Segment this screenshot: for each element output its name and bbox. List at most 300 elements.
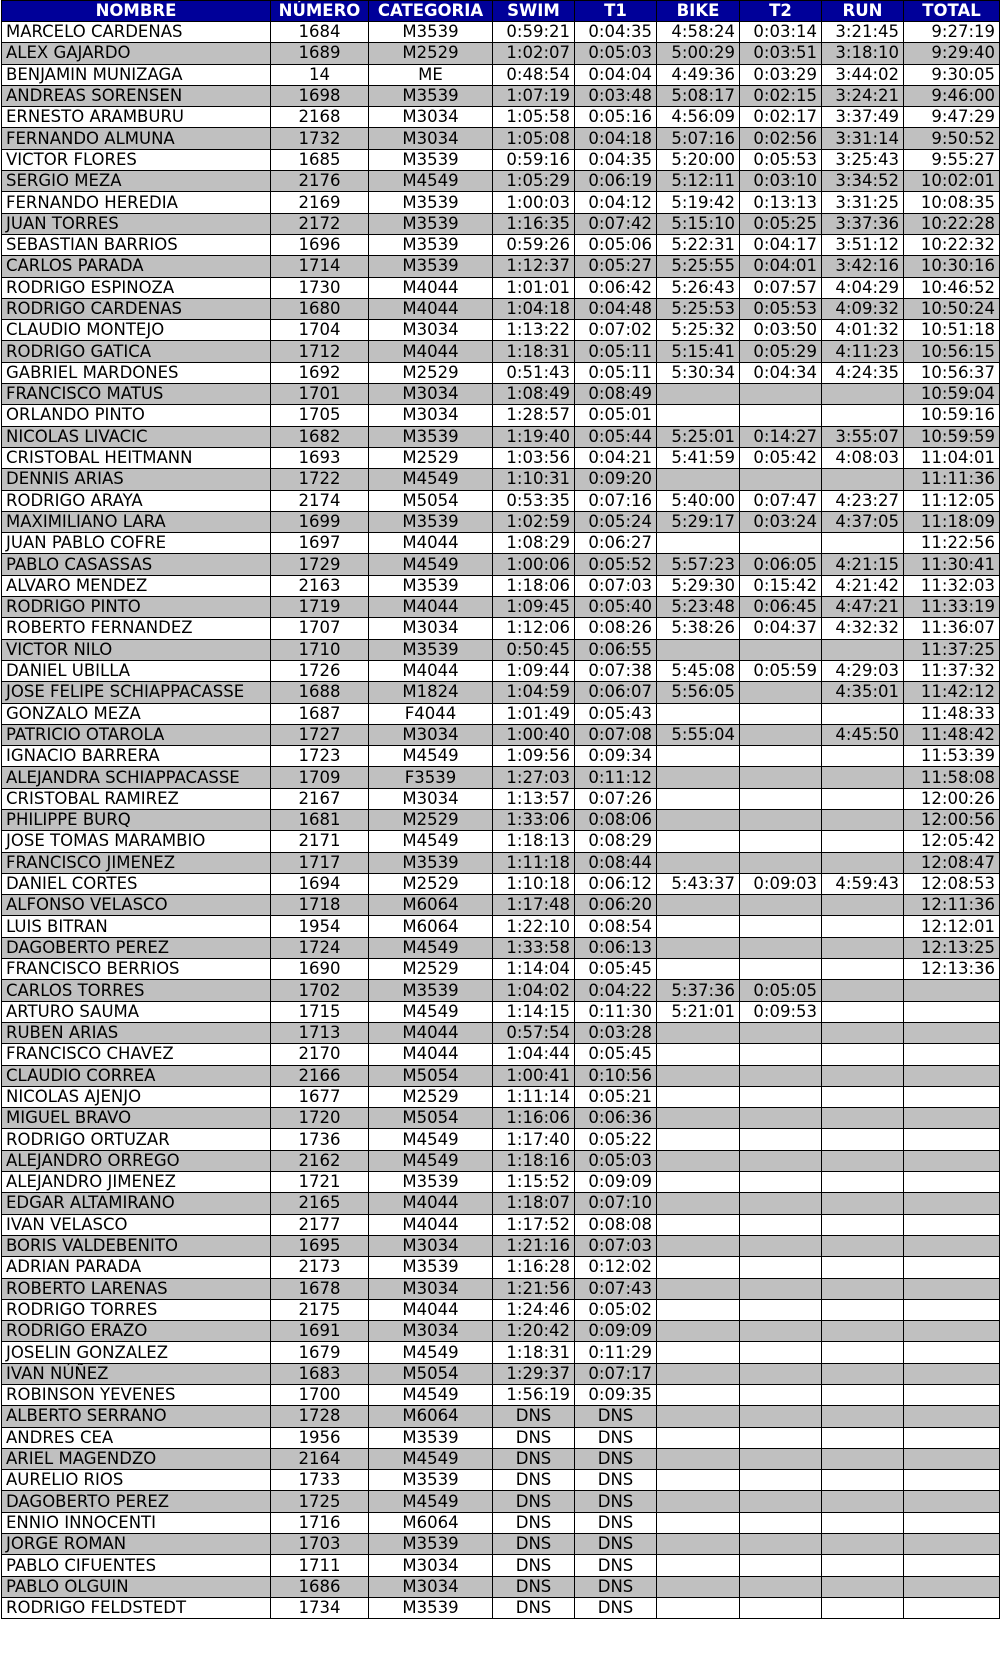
- cell-bike: 5:45:08: [657, 660, 740, 681]
- cell-categoria: M4549: [369, 746, 493, 767]
- table-row: [2, 1555, 1000, 1576]
- header-t2: T2: [740, 1, 822, 22]
- cell-categoria: M3539: [369, 639, 493, 660]
- cell-t2: 0:06:45: [740, 597, 822, 618]
- cell-run: 3:21:45: [822, 22, 904, 43]
- cell-categoria: M4549: [369, 1491, 493, 1512]
- cell-numero: 1728: [271, 1406, 369, 1427]
- cell-categoria: M3539: [369, 149, 493, 170]
- cell-categoria: M4044: [369, 277, 493, 298]
- cell-run: [822, 1342, 904, 1363]
- cell-nombre: ANDREAS SORENSEN: [2, 85, 271, 106]
- cell-t1: 0:09:35: [575, 1385, 657, 1406]
- cell-t1: DNS: [575, 1597, 657, 1618]
- cell-total: 10:51:18: [904, 320, 1000, 341]
- table-row: [2, 1150, 1000, 1171]
- cell-categoria: M3034: [369, 724, 493, 745]
- cell-nombre: CLAUDIO CORREA: [2, 1065, 271, 1086]
- cell-numero: 1725: [271, 1491, 369, 1512]
- cell-t1: 0:08:44: [575, 852, 657, 873]
- cell-t2: [740, 746, 822, 767]
- cell-swim: 1:13:57: [493, 788, 575, 809]
- cell-total: [904, 1597, 1000, 1618]
- cell-nombre: IVAN VELASCO: [2, 1214, 271, 1235]
- cell-total: [904, 1385, 1000, 1406]
- cell-swim: 1:18:13: [493, 831, 575, 852]
- cell-numero: 1682: [271, 426, 369, 447]
- cell-bike: [657, 384, 740, 405]
- cell-t2: 0:05:29: [740, 341, 822, 362]
- cell-categoria: M2529: [369, 809, 493, 830]
- cell-t2: 0:09:03: [740, 873, 822, 894]
- cell-run: [822, 937, 904, 958]
- cell-bike: 4:56:09: [657, 107, 740, 128]
- cell-bike: 5:29:17: [657, 511, 740, 532]
- table-row: [2, 128, 1000, 149]
- cell-nombre: VICTOR NILO: [2, 639, 271, 660]
- cell-total: 11:30:41: [904, 554, 1000, 575]
- cell-nombre: PABLO OLGUIN: [2, 1576, 271, 1597]
- cell-t2: [740, 1385, 822, 1406]
- cell-categoria: M3034: [369, 1555, 493, 1576]
- cell-t2: [740, 1278, 822, 1299]
- table-row: [2, 980, 1000, 1001]
- table-row: [2, 554, 1000, 575]
- cell-nombre: JUAN TORRES: [2, 213, 271, 234]
- cell-bike: 5:22:31: [657, 234, 740, 255]
- table-row: [2, 895, 1000, 916]
- cell-nombre: EDGAR ALTAMIRANO: [2, 1193, 271, 1214]
- cell-nombre: ALVARO MENDEZ: [2, 575, 271, 596]
- cell-nombre: DANIEL UBILLA: [2, 660, 271, 681]
- table-row: [2, 852, 1000, 873]
- cell-t2: [740, 1597, 822, 1618]
- cell-nombre: CRISTOBAL RAMIREZ: [2, 788, 271, 809]
- cell-bike: 5:43:37: [657, 873, 740, 894]
- cell-bike: [657, 1576, 740, 1597]
- cell-nombre: MARCELO CARDENAS: [2, 22, 271, 43]
- cell-t1: 0:06:13: [575, 937, 657, 958]
- cell-swim: 1:04:44: [493, 1044, 575, 1065]
- table-row: [2, 1406, 1000, 1427]
- cell-run: [822, 1363, 904, 1384]
- cell-nombre: CARLOS TORRES: [2, 980, 271, 1001]
- cell-t1: 0:03:48: [575, 85, 657, 106]
- cell-total: [904, 1044, 1000, 1065]
- cell-swim: 1:20:42: [493, 1321, 575, 1342]
- cell-t2: 0:04:37: [740, 618, 822, 639]
- cell-nombre: CRISTOBAL HEITMANN: [2, 447, 271, 468]
- cell-categoria: M4549: [369, 1385, 493, 1406]
- cell-total: [904, 1427, 1000, 1448]
- cell-swim: 1:08:49: [493, 384, 575, 405]
- cell-categoria: M4549: [369, 171, 493, 192]
- cell-total: 12:00:26: [904, 788, 1000, 809]
- cell-categoria: M3539: [369, 213, 493, 234]
- table-row: [2, 788, 1000, 809]
- cell-categoria: M3034: [369, 405, 493, 426]
- cell-t2: 0:07:47: [740, 490, 822, 511]
- cell-swim: 1:04:59: [493, 682, 575, 703]
- cell-bike: [657, 1321, 740, 1342]
- cell-categoria: M2529: [369, 1086, 493, 1107]
- cell-swim: 1:00:03: [493, 192, 575, 213]
- cell-t1: 0:08:06: [575, 809, 657, 830]
- cell-swim: 1:14:04: [493, 959, 575, 980]
- cell-bike: 5:25:01: [657, 426, 740, 447]
- cell-t1: 0:07:03: [575, 1235, 657, 1256]
- cell-t1: 0:06:12: [575, 873, 657, 894]
- cell-t1: 0:11:12: [575, 767, 657, 788]
- cell-run: [822, 1406, 904, 1427]
- cell-run: [822, 1597, 904, 1618]
- cell-bike: 5:15:10: [657, 213, 740, 234]
- cell-categoria: M6064: [369, 895, 493, 916]
- cell-t2: [740, 1491, 822, 1512]
- cell-categoria: M4044: [369, 1022, 493, 1043]
- table-row: [2, 1065, 1000, 1086]
- cell-total: [904, 1086, 1000, 1107]
- cell-swim: 1:56:19: [493, 1385, 575, 1406]
- cell-total: 11:11:36: [904, 469, 1000, 490]
- cell-bike: [657, 1470, 740, 1491]
- cell-total: 11:32:03: [904, 575, 1000, 596]
- cell-nombre: SEBASTIAN BARRIOS: [2, 234, 271, 255]
- cell-numero: 2169: [271, 192, 369, 213]
- cell-t1: 0:05:16: [575, 107, 657, 128]
- cell-numero: 2172: [271, 213, 369, 234]
- cell-numero: 1686: [271, 1576, 369, 1597]
- cell-numero: 2171: [271, 831, 369, 852]
- cell-nombre: SERGIO MEZA: [2, 171, 271, 192]
- cell-run: [822, 1172, 904, 1193]
- cell-total: [904, 1278, 1000, 1299]
- cell-bike: [657, 1044, 740, 1065]
- cell-total: 12:00:56: [904, 809, 1000, 830]
- cell-categoria: M5054: [369, 1363, 493, 1384]
- cell-numero: 1720: [271, 1108, 369, 1129]
- cell-categoria: M3034: [369, 1576, 493, 1597]
- cell-bike: [657, 959, 740, 980]
- cell-nombre: RODRIGO GATICA: [2, 341, 271, 362]
- cell-bike: [657, 831, 740, 852]
- table-row: [2, 469, 1000, 490]
- table-row: [2, 1597, 1000, 1618]
- cell-run: [822, 1214, 904, 1235]
- cell-swim: 1:18:07: [493, 1193, 575, 1214]
- cell-run: [822, 852, 904, 873]
- cell-t1: DNS: [575, 1470, 657, 1491]
- cell-categoria: M3539: [369, 192, 493, 213]
- cell-nombre: ALFONSO VELASCO: [2, 895, 271, 916]
- cell-t1: 0:07:08: [575, 724, 657, 745]
- cell-swim: 1:01:49: [493, 703, 575, 724]
- cell-swim: 1:02:07: [493, 43, 575, 64]
- cell-total: 11:42:12: [904, 682, 1000, 703]
- cell-t1: 0:07:10: [575, 1193, 657, 1214]
- table-row: [2, 809, 1000, 830]
- cell-t1: 0:05:27: [575, 256, 657, 277]
- cell-t2: 0:05:25: [740, 213, 822, 234]
- cell-swim: 0:51:43: [493, 362, 575, 383]
- cell-t2: [740, 1299, 822, 1320]
- cell-t1: 0:07:02: [575, 320, 657, 341]
- table-row: [2, 1044, 1000, 1065]
- cell-t2: [740, 469, 822, 490]
- table-row: [2, 1278, 1000, 1299]
- table-row: [2, 575, 1000, 596]
- cell-bike: 5:41:59: [657, 447, 740, 468]
- cell-t1: 0:09:09: [575, 1172, 657, 1193]
- cell-total: 9:46:00: [904, 85, 1000, 106]
- cell-nombre: RODRIGO ORTUZAR: [2, 1129, 271, 1150]
- cell-numero: 1710: [271, 639, 369, 660]
- cell-swim: 1:16:06: [493, 1108, 575, 1129]
- table-row: [2, 1491, 1000, 1512]
- table-row: [2, 916, 1000, 937]
- cell-total: 11:37:32: [904, 660, 1000, 681]
- cell-run: [822, 1427, 904, 1448]
- cell-total: 10:02:01: [904, 171, 1000, 192]
- cell-numero: 2163: [271, 575, 369, 596]
- cell-bike: 5:25:55: [657, 256, 740, 277]
- cell-numero: 1721: [271, 1172, 369, 1193]
- table-row: [2, 43, 1000, 64]
- cell-total: 9:55:27: [904, 149, 1000, 170]
- cell-total: 11:36:07: [904, 618, 1000, 639]
- cell-total: 10:59:59: [904, 426, 1000, 447]
- cell-total: 9:50:52: [904, 128, 1000, 149]
- cell-swim: 1:00:06: [493, 554, 575, 575]
- cell-total: [904, 1576, 1000, 1597]
- table-row: [2, 64, 1000, 85]
- cell-total: [904, 1172, 1000, 1193]
- cell-categoria: M4549: [369, 937, 493, 958]
- cell-categoria: M3539: [369, 256, 493, 277]
- cell-numero: 1724: [271, 937, 369, 958]
- cell-categoria: M4044: [369, 1214, 493, 1235]
- cell-bike: 4:58:24: [657, 22, 740, 43]
- cell-t2: [740, 384, 822, 405]
- cell-swim: 1:14:15: [493, 1001, 575, 1022]
- cell-numero: 1717: [271, 852, 369, 873]
- cell-numero: 1707: [271, 618, 369, 639]
- cell-nombre: MAXIMILIANO LARA: [2, 511, 271, 532]
- cell-run: [822, 980, 904, 1001]
- cell-t1: 0:06:20: [575, 895, 657, 916]
- cell-bike: [657, 405, 740, 426]
- table-row: [2, 639, 1000, 660]
- cell-categoria: M3539: [369, 234, 493, 255]
- cell-categoria: M4549: [369, 1129, 493, 1150]
- cell-total: [904, 1491, 1000, 1512]
- cell-numero: 2173: [271, 1257, 369, 1278]
- cell-bike: 5:40:00: [657, 490, 740, 511]
- table-row: [2, 703, 1000, 724]
- cell-t1: DNS: [575, 1427, 657, 1448]
- cell-nombre: FERNANDO ALMUNA: [2, 128, 271, 149]
- table-row: [2, 1342, 1000, 1363]
- cell-swim: DNS: [493, 1406, 575, 1427]
- cell-run: [822, 746, 904, 767]
- cell-categoria: M3034: [369, 128, 493, 149]
- cell-numero: 1696: [271, 234, 369, 255]
- table-row: [2, 1363, 1000, 1384]
- cell-numero: 1697: [271, 533, 369, 554]
- table-row: [2, 1086, 1000, 1107]
- cell-run: 4:45:50: [822, 724, 904, 745]
- cell-total: 10:22:28: [904, 213, 1000, 234]
- cell-nombre: FRANCISCO JIMENEZ: [2, 852, 271, 873]
- cell-t1: DNS: [575, 1448, 657, 1469]
- cell-t2: 0:03:51: [740, 43, 822, 64]
- cell-total: 10:22:32: [904, 234, 1000, 255]
- cell-numero: 1956: [271, 1427, 369, 1448]
- header-categoria: CATEGORIA: [369, 1, 493, 22]
- cell-t2: [740, 809, 822, 830]
- cell-bike: [657, 1065, 740, 1086]
- cell-t1: 0:05:11: [575, 341, 657, 362]
- cell-total: [904, 1555, 1000, 1576]
- cell-bike: 5:19:42: [657, 192, 740, 213]
- cell-t2: [740, 852, 822, 873]
- cell-t1: 0:07:42: [575, 213, 657, 234]
- cell-categoria: F3539: [369, 767, 493, 788]
- cell-nombre: AURELIO RIOS: [2, 1470, 271, 1491]
- cell-nombre: RODRIGO ERAZO: [2, 1321, 271, 1342]
- cell-bike: [657, 767, 740, 788]
- cell-bike: 5:23:48: [657, 597, 740, 618]
- cell-nombre: GONZALO MEZA: [2, 703, 271, 724]
- cell-t1: 0:07:38: [575, 660, 657, 681]
- cell-numero: 2177: [271, 1214, 369, 1235]
- cell-swim: 1:29:37: [493, 1363, 575, 1384]
- cell-swim: DNS: [493, 1427, 575, 1448]
- cell-numero: 1689: [271, 43, 369, 64]
- cell-numero: 1677: [271, 1086, 369, 1107]
- cell-numero: 1714: [271, 256, 369, 277]
- cell-bike: [657, 1534, 740, 1555]
- cell-swim: 1:16:35: [493, 213, 575, 234]
- cell-t1: 0:04:18: [575, 128, 657, 149]
- cell-numero: 1685: [271, 149, 369, 170]
- cell-run: 4:35:01: [822, 682, 904, 703]
- cell-run: 3:51:12: [822, 234, 904, 255]
- cell-swim: 0:50:45: [493, 639, 575, 660]
- cell-run: [822, 1576, 904, 1597]
- header-numero: NÚMERO: [271, 1, 369, 22]
- cell-categoria: M3034: [369, 320, 493, 341]
- cell-swim: 1:17:48: [493, 895, 575, 916]
- cell-run: 4:01:32: [822, 320, 904, 341]
- cell-swim: 1:05:08: [493, 128, 575, 149]
- cell-bike: 5:07:16: [657, 128, 740, 149]
- cell-bike: 5:57:23: [657, 554, 740, 575]
- cell-total: [904, 1022, 1000, 1043]
- cell-t2: 0:03:50: [740, 320, 822, 341]
- cell-run: 4:08:03: [822, 447, 904, 468]
- cell-run: [822, 1129, 904, 1150]
- cell-swim: 1:24:46: [493, 1299, 575, 1320]
- table-row: [2, 767, 1000, 788]
- cell-categoria: M4044: [369, 1299, 493, 1320]
- cell-t1: 0:11:29: [575, 1342, 657, 1363]
- table-row: [2, 1129, 1000, 1150]
- cell-run: 4:37:05: [822, 511, 904, 532]
- cell-t1: 0:05:40: [575, 597, 657, 618]
- cell-nombre: RODRIGO ESPINOZA: [2, 277, 271, 298]
- cell-t2: 0:05:42: [740, 447, 822, 468]
- cell-run: [822, 1257, 904, 1278]
- cell-t1: DNS: [575, 1555, 657, 1576]
- cell-swim: 1:33:06: [493, 809, 575, 830]
- table-row: [2, 1172, 1000, 1193]
- cell-t2: [740, 1044, 822, 1065]
- cell-t2: 0:09:53: [740, 1001, 822, 1022]
- cell-numero: 2166: [271, 1065, 369, 1086]
- cell-t2: [740, 937, 822, 958]
- cell-run: 3:37:49: [822, 107, 904, 128]
- cell-numero: 1734: [271, 1597, 369, 1618]
- cell-nombre: PHILIPPE BURQ: [2, 809, 271, 830]
- cell-swim: DNS: [493, 1576, 575, 1597]
- cell-swim: 1:16:28: [493, 1257, 575, 1278]
- cell-t1: 0:05:52: [575, 554, 657, 575]
- cell-categoria: M4044: [369, 597, 493, 618]
- cell-t1: 0:04:48: [575, 298, 657, 319]
- cell-nombre: NICOLAS LIVACIC: [2, 426, 271, 447]
- cell-nombre: ADRIAN PARADA: [2, 1257, 271, 1278]
- table-row: [2, 192, 1000, 213]
- cell-t2: [740, 895, 822, 916]
- cell-nombre: BORIS VALDEBENITO: [2, 1235, 271, 1256]
- cell-bike: [657, 852, 740, 873]
- cell-swim: DNS: [493, 1470, 575, 1491]
- table-row: [2, 1001, 1000, 1022]
- cell-numero: 2176: [271, 171, 369, 192]
- cell-swim: 1:18:16: [493, 1150, 575, 1171]
- cell-t1: 0:09:20: [575, 469, 657, 490]
- cell-categoria: M1824: [369, 682, 493, 703]
- table-row: [2, 511, 1000, 532]
- cell-numero: 1680: [271, 298, 369, 319]
- cell-swim: 0:57:54: [493, 1022, 575, 1043]
- table-row: [2, 1427, 1000, 1448]
- cell-bike: [657, 1406, 740, 1427]
- cell-total: [904, 1001, 1000, 1022]
- cell-numero: 1703: [271, 1534, 369, 1555]
- cell-nombre: ORLANDO PINTO: [2, 405, 271, 426]
- cell-swim: 1:03:56: [493, 447, 575, 468]
- cell-numero: 1713: [271, 1022, 369, 1043]
- cell-nombre: FRANCISCO CHAVEZ: [2, 1044, 271, 1065]
- cell-categoria: M3539: [369, 575, 493, 596]
- cell-t1: 0:11:30: [575, 1001, 657, 1022]
- cell-t2: [740, 1321, 822, 1342]
- table-row: [2, 1257, 1000, 1278]
- cell-t2: 0:05:53: [740, 149, 822, 170]
- cell-swim: 1:00:40: [493, 724, 575, 745]
- cell-nombre: CARLOS PARADA: [2, 256, 271, 277]
- cell-numero: 1730: [271, 277, 369, 298]
- cell-t2: [740, 639, 822, 660]
- cell-swim: 0:48:54: [493, 64, 575, 85]
- table-row: [2, 341, 1000, 362]
- cell-total: [904, 1129, 1000, 1150]
- cell-total: [904, 1406, 1000, 1427]
- cell-bike: 5:30:34: [657, 362, 740, 383]
- cell-numero: 1705: [271, 405, 369, 426]
